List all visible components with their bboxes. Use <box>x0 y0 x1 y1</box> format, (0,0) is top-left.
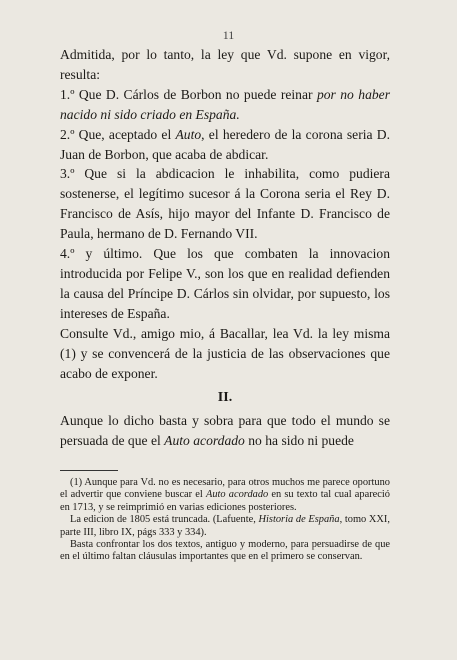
consult-text: Consulte Vd., amigo mio, á Bacallar, lea Vd. la ley misma (1) y se convencerá de la justicia de las observaciones que acabo de exponer. <box>60 325 390 381</box>
footnote-2-suffix: , tomo XXI, parte III, libro IX, págs 333 y 334). <box>60 514 390 538</box>
footnote-2-italic: Historia de España <box>258 514 340 526</box>
footnote-2 <box>60 514 390 539</box>
paragraph-point-1 <box>60 85 390 125</box>
point-3-text: 3.º Que si la abdicacion le inhabilita, como pudiera sostenerse, el legítimo sucesor á la Corona seria el Rey D. Francisco de Asís, hijo mayor del Infante D. Francisco de Paula, hermano de D. Fernando VII. <box>60 166 390 242</box>
section-2-italic: Auto acordado <box>164 433 245 449</box>
paragraph-intro <box>60 45 390 85</box>
footnote-divider <box>60 470 118 471</box>
point-2-italic: Auto <box>175 126 202 142</box>
point-2-suffix: , el heredero de la corona seria D. Juan de Borbon, que acaba de abdicar. <box>60 126 390 162</box>
footnote-3 <box>60 539 390 564</box>
paragraph-point-4 <box>60 244 390 324</box>
main-text <box>60 45 390 451</box>
footnote-3-text: Basta confrontar los dos textos, antiguo y moderno, para persuadirse de que en el último faltan cláusulas importantes que en el primero se conservan. <box>60 539 390 563</box>
point-1-text: 1.º Que D. Cárlos de Borbon no puede reinar <box>60 86 317 102</box>
footnote-1 <box>60 477 390 514</box>
section-2-text: Aunque lo dicho basta y sobra para que todo el mundo se persuada de que el <box>60 413 390 449</box>
footnote-1-text: (1) Aunque para Vd. no es necesario, para otros muchos me parece oportuno el advertir que conviene buscar el <box>60 477 390 501</box>
paragraph-point-3 <box>60 164 390 244</box>
page-number: 11 <box>222 28 235 42</box>
section-2-suffix: no ha sido ni puede <box>244 433 354 449</box>
point-1-italic: por no haber nacido ni sido criado en España. <box>60 86 390 122</box>
point-2-text: 2.º Que, aceptado el <box>60 126 176 142</box>
paragraph-intro-text: Admitida, por lo tanto, la ley que Vd. supone en vigor, resulta: <box>60 47 390 82</box>
footnote-1-italic: Auto acordado <box>205 489 269 501</box>
footnote-2-text: La edicion de 1805 está truncada. (Lafuente, <box>70 514 259 526</box>
section-heading: II. <box>217 390 233 406</box>
paragraph-point-2 <box>60 125 390 165</box>
point-4-text: 4.º y último. Que los que combaten la innovacion introducida por Felipe V., son los que en realidad defienden la causa del Príncipe D. Cárlos sin olvidar, por supuesto, los intereses de España. <box>60 246 390 321</box>
paragraph-consult <box>60 324 390 384</box>
footnotes <box>60 477 390 564</box>
paragraph-section-2 <box>60 411 390 451</box>
footnote-1-suffix: en su texto tal cual apareció en 1713, y se reimprimió en varias ediciones posteriores. <box>60 489 390 513</box>
